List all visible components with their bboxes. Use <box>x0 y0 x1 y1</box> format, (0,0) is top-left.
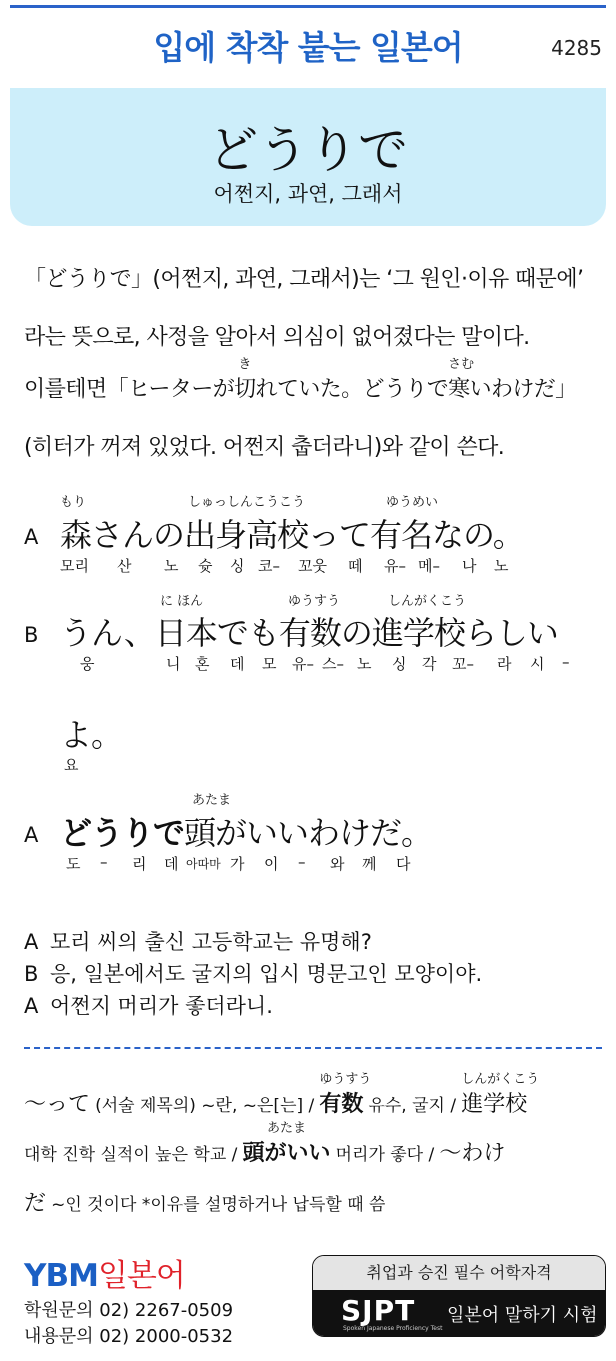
intro-text-fragment: 이를테면「ヒーターが <box>24 377 235 402</box>
ruby-reading: しゅっしんこうこう <box>188 495 306 510</box>
vocab-desc: ~인 것이다 *이유를 설명하거나 납득할 때 씀 <box>51 1195 386 1215</box>
pronunciation: 께 <box>362 855 377 873</box>
kanji: 寒 <box>448 377 470 402</box>
speaker-label: A <box>24 823 39 847</box>
dashed-divider <box>24 1047 602 1049</box>
ruby-kanji <box>448 357 475 403</box>
ruby-kanji <box>461 1072 540 1118</box>
vocab-term: 進学校 <box>461 1092 528 1117</box>
pronunciation: 슛 <box>198 557 213 575</box>
ybm-logo <box>24 1250 185 1295</box>
pronunciation: 데 <box>164 855 179 873</box>
logo-japanese-text: 일본어 <box>97 1258 185 1294</box>
vocab-desc: (서술 제목의) ~란, ~은[는] / <box>95 1096 315 1116</box>
speaker-label: A <box>24 930 39 954</box>
ad-banner <box>313 1290 605 1336</box>
ruby-reading: ゆうめい <box>386 495 439 510</box>
pronunciation: – <box>298 853 306 871</box>
intro-line-1: 「どうりで」(어쩐지, 과연, 그래서)는 ‘그 원인·이유 때문에’ <box>24 267 584 292</box>
pronunciation: – <box>100 853 108 871</box>
pronunciation: 이 <box>264 855 279 873</box>
translation-text: 어쩐지 머리가 좋더라니. <box>50 994 273 1018</box>
japanese-title: どうりで <box>208 121 408 179</box>
pronunciation: 혼 <box>195 655 210 673</box>
dialogue-japanese: うん、日本でも有数の進学校らしい <box>60 614 558 652</box>
pronunciation: 니 <box>166 655 181 673</box>
dialogue-japanese <box>60 808 432 854</box>
pronunciation: 유– <box>384 557 406 575</box>
ruby-reading: き <box>238 357 252 372</box>
pronunciation: 데 <box>230 655 245 673</box>
speaker-label: A <box>24 994 39 1018</box>
series-title: 입에 착착 붙는 일본어 <box>153 28 463 67</box>
pronunciation: 싱 <box>230 557 245 575</box>
vocab-term: 頭がいい <box>242 1141 331 1166</box>
vocab-line-1 <box>24 1072 540 1118</box>
pronunciation: 라 <box>497 655 512 673</box>
pronunciation: 노 <box>494 557 509 575</box>
pronunciation: 메– <box>418 557 440 575</box>
pronunciation: 모리 <box>60 557 89 575</box>
sjpt-logo: SJPT <box>341 1294 416 1327</box>
issue-number: 4285 <box>551 36 602 60</box>
dialogue-japanese-continued: よ。 <box>60 716 123 754</box>
pronunciation: 웅 <box>80 655 95 673</box>
pronunciation: 떼 <box>348 557 363 575</box>
pronunciation: 노 <box>357 655 372 673</box>
pronunciation: 도 <box>66 855 81 873</box>
ruby-reading: しんがくこう <box>388 594 467 609</box>
kanji: 切 <box>234 377 256 402</box>
ruby-kanji <box>319 1072 372 1118</box>
pronunciation: 가 <box>230 855 245 873</box>
ruby-kanji <box>242 1121 331 1167</box>
pronunciation: 나 <box>462 557 477 575</box>
vocab-term: だ <box>24 1191 47 1216</box>
pronunciation: 리 <box>132 855 147 873</box>
ruby-reading: あたま <box>192 793 232 808</box>
content-contact: 내용문의 02) 2000-0532 <box>24 1326 234 1347</box>
ad-tagline: 취업과 승진 필수 어학자격 <box>313 1256 605 1290</box>
pronunciation: 산 <box>117 557 132 575</box>
intro-text-fragment: いわけだ」 <box>469 377 577 402</box>
pronunciation: 아따마 <box>186 857 221 871</box>
translation-text: 모리 씨의 출신 고등학교는 유명해? <box>50 930 372 954</box>
translation-line <box>24 958 482 988</box>
ruby-reading: さむ <box>448 357 475 372</box>
intro-text-fragment: れていた。どうりで <box>255 377 449 402</box>
vocab-desc: 대학 진학 실적이 높은 학교 / <box>24 1145 238 1165</box>
speaker-label: B <box>24 623 39 647</box>
pronunciation: – <box>562 653 570 671</box>
logo-ybm-text: YBM <box>24 1258 98 1294</box>
pronunciation: 노 <box>164 557 179 575</box>
intro-line-2: 라는 뜻으로, 사정을 알아서 의심이 없어졌다는 말이다. <box>24 325 530 350</box>
ruby-reading: に ほん <box>160 594 204 609</box>
pronunciation: 각 <box>422 655 437 673</box>
translation-line <box>24 926 372 956</box>
pronunciation: 다 <box>396 855 411 873</box>
pronunciation: 싱 <box>392 655 407 673</box>
vocab-line-2 <box>24 1121 506 1167</box>
intro-line-4: (히터가 꺼져 있었다. 어쩐지 춥더라니)와 같이 쓴다. <box>24 435 505 460</box>
speaker-label: A <box>24 525 39 549</box>
top-rule <box>10 5 606 8</box>
ruby-reading: ゆうすう <box>288 594 341 609</box>
pronunciation: 스– <box>322 655 344 673</box>
ruby-reading: もり <box>60 495 87 510</box>
sjpt-ad <box>312 1255 606 1337</box>
ruby-reading: ゆうすう <box>319 1072 372 1087</box>
translation-line <box>24 990 273 1020</box>
pronunciation: 유– <box>292 655 314 673</box>
vocab-term: 有数 <box>319 1092 364 1117</box>
vocab-term: 〜って <box>24 1092 91 1117</box>
vocab-term: 〜わけ <box>439 1141 506 1166</box>
speaker-label: B <box>24 962 39 986</box>
sjpt-logo-subtext: Spoken Japanese Proficiency Test <box>343 1325 443 1332</box>
pronunciation: 요 <box>64 756 79 774</box>
ad-text: 일본어 말하기 시험 <box>447 1305 598 1326</box>
ruby-kanji <box>234 357 256 403</box>
vocab-desc: 유수, 굴지 / <box>368 1096 457 1116</box>
dialogue-japanese: 森さんの出身高校って有名なの。 <box>60 516 524 554</box>
vocab-desc: 머리가 좋다 / <box>335 1145 435 1165</box>
korean-title: 어쩐지, 과연, 그래서 <box>213 182 403 206</box>
vocab-line-3 <box>24 1186 385 1217</box>
intro-line-3 <box>24 357 577 403</box>
pronunciation: 시 <box>530 655 545 673</box>
pronunciation: 꼬웃 <box>298 557 327 575</box>
pronunciation: 코– <box>258 557 280 575</box>
translation-text: 응, 일본에서도 굴지의 입시 명문고인 모양이야. <box>50 962 483 986</box>
pronunciation: 모 <box>262 655 277 673</box>
ruby-reading: しんがくこう <box>461 1072 540 1087</box>
pronunciation: 꼬– <box>452 655 474 673</box>
dialogue-japanese-rest: 頭がいいわけだ。 <box>184 814 433 852</box>
ruby-reading: あたま <box>266 1121 306 1136</box>
academy-contact: 학원문의 02) 2267-0509 <box>24 1300 234 1321</box>
key-expression: どうりで <box>60 814 185 852</box>
pronunciation: 와 <box>330 855 345 873</box>
